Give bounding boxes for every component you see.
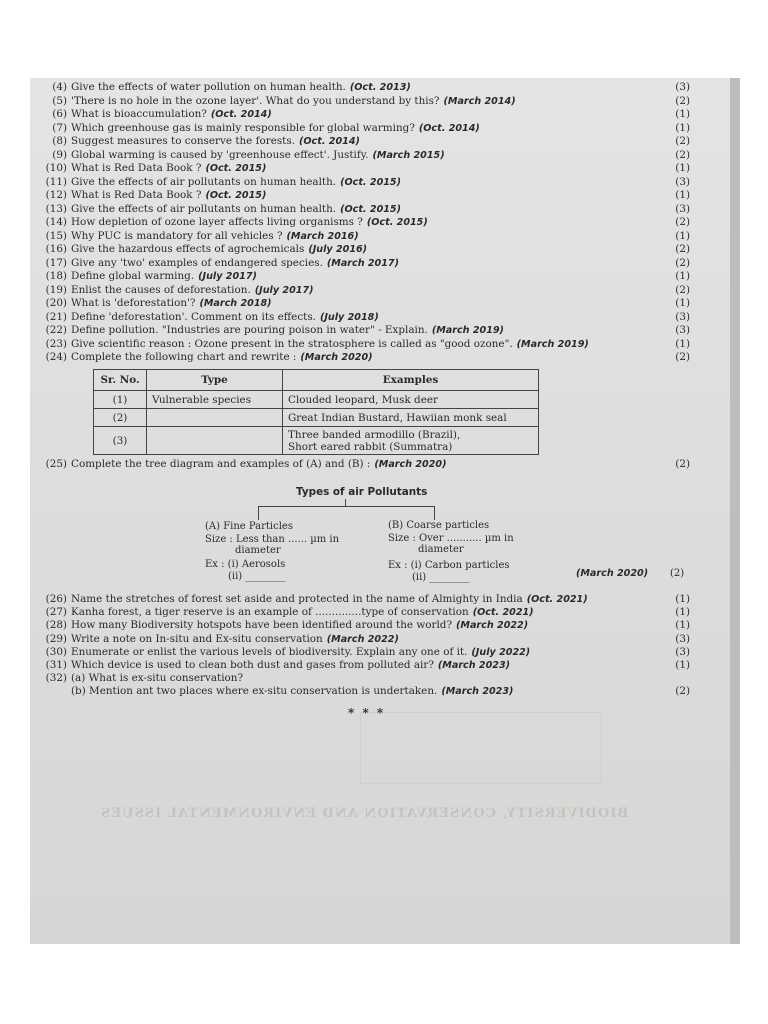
tree-branch — [258, 506, 435, 507]
question-text: How depletion of ozone layer affects living organisms ? — [71, 216, 363, 228]
question-marks: (1) — [675, 659, 690, 671]
question-number: (24) — [45, 351, 67, 363]
question-number: (15) — [45, 229, 67, 242]
exam-source: (March 2016) — [286, 230, 359, 242]
cell-sr: (3) — [94, 427, 147, 455]
cell-examples: Clouded leopard, Musk deer — [283, 391, 539, 409]
question-number: (29) — [45, 632, 67, 645]
question-number: (18) — [45, 270, 67, 282]
question-item — [40, 243, 690, 257]
question-marks: (3) — [675, 202, 690, 215]
question-number: (10) — [45, 162, 67, 174]
question-number: (8) — [52, 135, 67, 147]
exam-source: (March 2022) — [456, 620, 529, 632]
question-marks: (2) — [675, 256, 690, 269]
question-text: Write a note on In-situ and Ex-situ conservation — [71, 632, 323, 645]
tree-node-b: (B) Coarse particles — [388, 520, 490, 531]
cell-sr: (2) — [94, 409, 147, 427]
question-item — [40, 189, 690, 203]
question-text: Give the effects of water pollution on human health. — [71, 81, 346, 93]
question-text: Give the hazardous effects of agrochemicals — [71, 243, 305, 255]
exam-source: (March 2019) — [516, 338, 589, 350]
question-marks: (1) — [675, 297, 690, 309]
question-item — [40, 646, 690, 660]
question-item — [40, 108, 690, 122]
question-item — [40, 95, 690, 109]
exam-source: (March 2020) — [300, 352, 373, 363]
tree-a-diameter: diameter — [235, 545, 281, 556]
exam-source: (July 2018) — [319, 311, 379, 323]
exam-source: (July 2017) — [198, 271, 257, 282]
question-item — [40, 216, 690, 230]
question-text: Give the effects of air pollutants on human health. — [71, 202, 337, 215]
question-marks: (1) — [675, 162, 690, 174]
exam-source: (Oct. 2013) — [349, 82, 411, 93]
cell-examples — [283, 427, 539, 455]
question-item — [40, 685, 690, 699]
question-marks: (1) — [675, 593, 690, 605]
question-marks: (2) — [675, 135, 690, 147]
question-text: Why PUC is mandatory for all vehicles ? — [71, 229, 283, 242]
question-text: Define global warming. — [71, 270, 195, 282]
table-header-row — [94, 370, 539, 391]
tree-source: (March 2020) — [576, 568, 649, 579]
question-text: Global warming is caused by 'greenhouse effect'. Justify. — [71, 148, 369, 161]
exam-source: (Oct. 2021) — [472, 607, 534, 619]
question-item — [40, 619, 690, 633]
exam-source: (March 2017) — [326, 257, 399, 269]
question-marks: (1) — [675, 606, 690, 619]
exam-source: (March 2023) — [437, 660, 511, 671]
exam-source: (Oct. 2015) — [205, 190, 267, 201]
exam-source: (March 2019) — [431, 325, 504, 336]
tree-b-size: Size : Over ........... µm in — [388, 533, 514, 544]
tree-branch — [434, 506, 435, 520]
question-number: (9) — [52, 148, 67, 161]
question-item — [40, 311, 690, 325]
question-item — [40, 176, 690, 190]
question-item — [40, 606, 690, 620]
exam-source: (Oct. 2021) — [526, 594, 588, 605]
exam-source: (March 2014) — [443, 95, 516, 107]
bleed-through-heading: BIODIVERSITY, CONSERVATION AND ENVIRONMENTAL ISSUES — [100, 806, 629, 821]
question-text: Define 'deforestation'. Comment on its effects. — [71, 310, 316, 323]
cell-type: Vulnerable species — [147, 391, 283, 409]
question-item — [40, 270, 690, 284]
question-text: What is bioaccumulation? — [71, 108, 207, 120]
question-marks: (2) — [675, 243, 690, 255]
question-number: (6) — [52, 108, 67, 120]
question-marks: (1) — [675, 189, 690, 201]
exam-source: (March 2015) — [372, 149, 445, 161]
tree-b-example-2: (ii) ________ — [412, 572, 470, 583]
question-marks: (2) — [675, 94, 690, 107]
question-text: Define pollution. "Industries are pouring poison in water" - Explain. — [71, 324, 428, 336]
question-marks: (1) — [675, 270, 690, 282]
species-chart — [93, 369, 539, 455]
question-marks: (1) — [675, 337, 690, 350]
tree-a-size: Size : Less than ...... µm in — [205, 534, 340, 545]
tree-b-example-1: Ex : (i) Carbon particles — [388, 560, 510, 571]
question-text: Give scientific reason : Ozone present in the stratosphere is called as "good ozone". — [71, 337, 513, 350]
question-text: What is Red Data Book ? — [71, 189, 202, 201]
question-item — [40, 149, 690, 163]
question-item — [40, 230, 690, 244]
section-end-stars: * * * — [348, 706, 386, 720]
question-item — [40, 672, 690, 686]
col-type: Type — [147, 370, 283, 391]
exam-source: (Oct. 2015) — [340, 176, 401, 188]
question-marks: (2) — [675, 351, 690, 363]
cell-type-blank — [147, 427, 283, 455]
question-number: (27) — [45, 606, 67, 619]
exam-source: (Oct. 2015) — [340, 203, 401, 215]
question-text: Complete the following chart and rewrite : — [71, 351, 297, 363]
question-marks: (1) — [675, 121, 690, 134]
question-marks: (3) — [675, 175, 690, 188]
question-text: (a) What is ex-situ conservation? — [71, 672, 244, 685]
exam-source: (Oct. 2014) — [299, 136, 360, 147]
question-text: Suggest measures to conserve the forests. — [71, 135, 295, 147]
question-number: (21) — [45, 310, 67, 323]
question-marks: (3) — [675, 310, 690, 323]
exam-source: (Oct. 2015) — [205, 163, 267, 174]
question-number: (7) — [52, 121, 67, 134]
question-text: 'There is no hole in the ozone layer'. What do you understand by this? — [71, 94, 440, 107]
question-number: (32) — [45, 672, 67, 685]
question-number: (22) — [45, 324, 67, 336]
question-marks: (2) — [675, 283, 690, 296]
exam-source: (March 2022) — [326, 633, 399, 645]
exam-source: (March 2023) — [441, 686, 514, 698]
question-number: (30) — [45, 645, 67, 658]
question-item: (25) Complete the tree diagram and examples of (A) and (B) : (March 2020) (2) — [45, 458, 690, 470]
exam-source: (July 2022) — [471, 646, 531, 658]
exam-source: (March 2018) — [199, 298, 272, 309]
question-number: (14) — [45, 216, 67, 228]
question-item — [40, 122, 690, 136]
question-text: Give any 'two' examples of endangered species. — [71, 256, 323, 269]
tree-a-example-1: Ex : (i) Aerosols — [205, 559, 286, 570]
question-item — [40, 351, 690, 365]
page-edge — [730, 78, 740, 944]
table-row — [94, 427, 539, 455]
cell-sr: (1) — [94, 391, 147, 409]
question-item — [40, 659, 690, 673]
question-marks: (3) — [675, 81, 690, 93]
question-item — [40, 162, 690, 176]
question-number: (20) — [45, 297, 67, 309]
question-item — [40, 81, 690, 95]
question-text: Kanha forest, a tiger reserve is an example of ..............type of conservation — [71, 606, 469, 619]
exam-source: (Oct. 2014) — [210, 109, 272, 120]
table-row — [94, 391, 539, 409]
question-marks: (3) — [675, 645, 690, 658]
question-number: (11) — [45, 175, 67, 188]
question-item — [40, 593, 690, 607]
question-number: (16) — [45, 243, 67, 255]
question-number: (31) — [45, 659, 67, 671]
col-sr-no: Sr. No. — [94, 370, 147, 391]
question-number: (12) — [45, 189, 67, 201]
question-text: Which greenhouse gas is mainly responsible for global warming? — [71, 121, 415, 134]
question-text: Which device is used to clean both dust and gases from polluted air? — [71, 659, 434, 671]
question-item — [40, 297, 690, 311]
question-item — [40, 324, 690, 338]
question-marks: (1) — [675, 108, 690, 120]
tree-title: Types of air Pollutants — [296, 486, 428, 498]
question-item — [40, 284, 690, 298]
question-text: Give the effects of air pollutants on human health. — [71, 175, 337, 188]
question-item — [40, 633, 690, 647]
question-marks: (2) — [675, 685, 690, 698]
exam-source: (July 2017) — [254, 284, 314, 296]
bleed-through-table — [360, 712, 602, 784]
tree-b-diameter: diameter — [418, 544, 464, 555]
question-item — [40, 203, 690, 217]
example-line: Three banded armodillo (Brazil), — [288, 428, 461, 441]
example-line: Short eared rabbit (Summatra) — [288, 440, 453, 453]
question-item — [40, 135, 690, 149]
question-text: What is 'deforestation'? — [71, 297, 196, 309]
exam-source: (July 2016) — [308, 244, 368, 255]
question-number: (28) — [45, 619, 67, 632]
question-number: (19) — [45, 283, 67, 296]
question-marks: (3) — [675, 632, 690, 645]
table-row — [94, 409, 539, 427]
tree-marks: (2) — [670, 568, 685, 579]
question-text: What is Red Data Book ? — [71, 162, 202, 174]
question-text: Enlist the causes of deforestation. — [71, 283, 251, 296]
cell-examples: Great Indian Bustard, Hawiian monk seal — [283, 409, 539, 427]
question-text: (b) Mention ant two places where ex-situ conservation is undertaken. — [71, 685, 438, 698]
tree-node-a: (A) Fine Particles — [205, 521, 293, 532]
tree-a-example-2: (ii) ________ — [228, 571, 286, 582]
question-marks: (3) — [675, 324, 690, 336]
question-text: Name the stretches of forest set aside and protected in the name of Almighty in India — [71, 593, 523, 605]
question-number: (13) — [45, 202, 67, 215]
exam-source: (Oct. 2015) — [366, 217, 428, 228]
exam-source: (Oct. 2014) — [418, 122, 480, 134]
question-marks: (2) — [675, 216, 690, 228]
question-marks: (2) — [675, 148, 690, 161]
question-text: Enumerate or enlist the various levels of biodiversity. Explain any one of it. — [71, 645, 468, 658]
cell-type-blank — [147, 409, 283, 427]
question-number: (17) — [45, 256, 67, 269]
question-item — [40, 338, 690, 352]
question-item — [40, 257, 690, 271]
question-marks: (1) — [675, 619, 690, 632]
question-marks: (1) — [675, 229, 690, 242]
tree-stem — [345, 499, 346, 506]
tree-branch — [258, 506, 259, 520]
question-number: (26) — [45, 593, 67, 605]
question-text: How many Biodiversity hotspots have been identified around the world? — [71, 619, 453, 632]
question-number: (5) — [52, 94, 67, 107]
question-number: (23) — [45, 337, 67, 350]
col-examples: Examples — [283, 370, 539, 391]
question-number: (4) — [52, 81, 67, 93]
